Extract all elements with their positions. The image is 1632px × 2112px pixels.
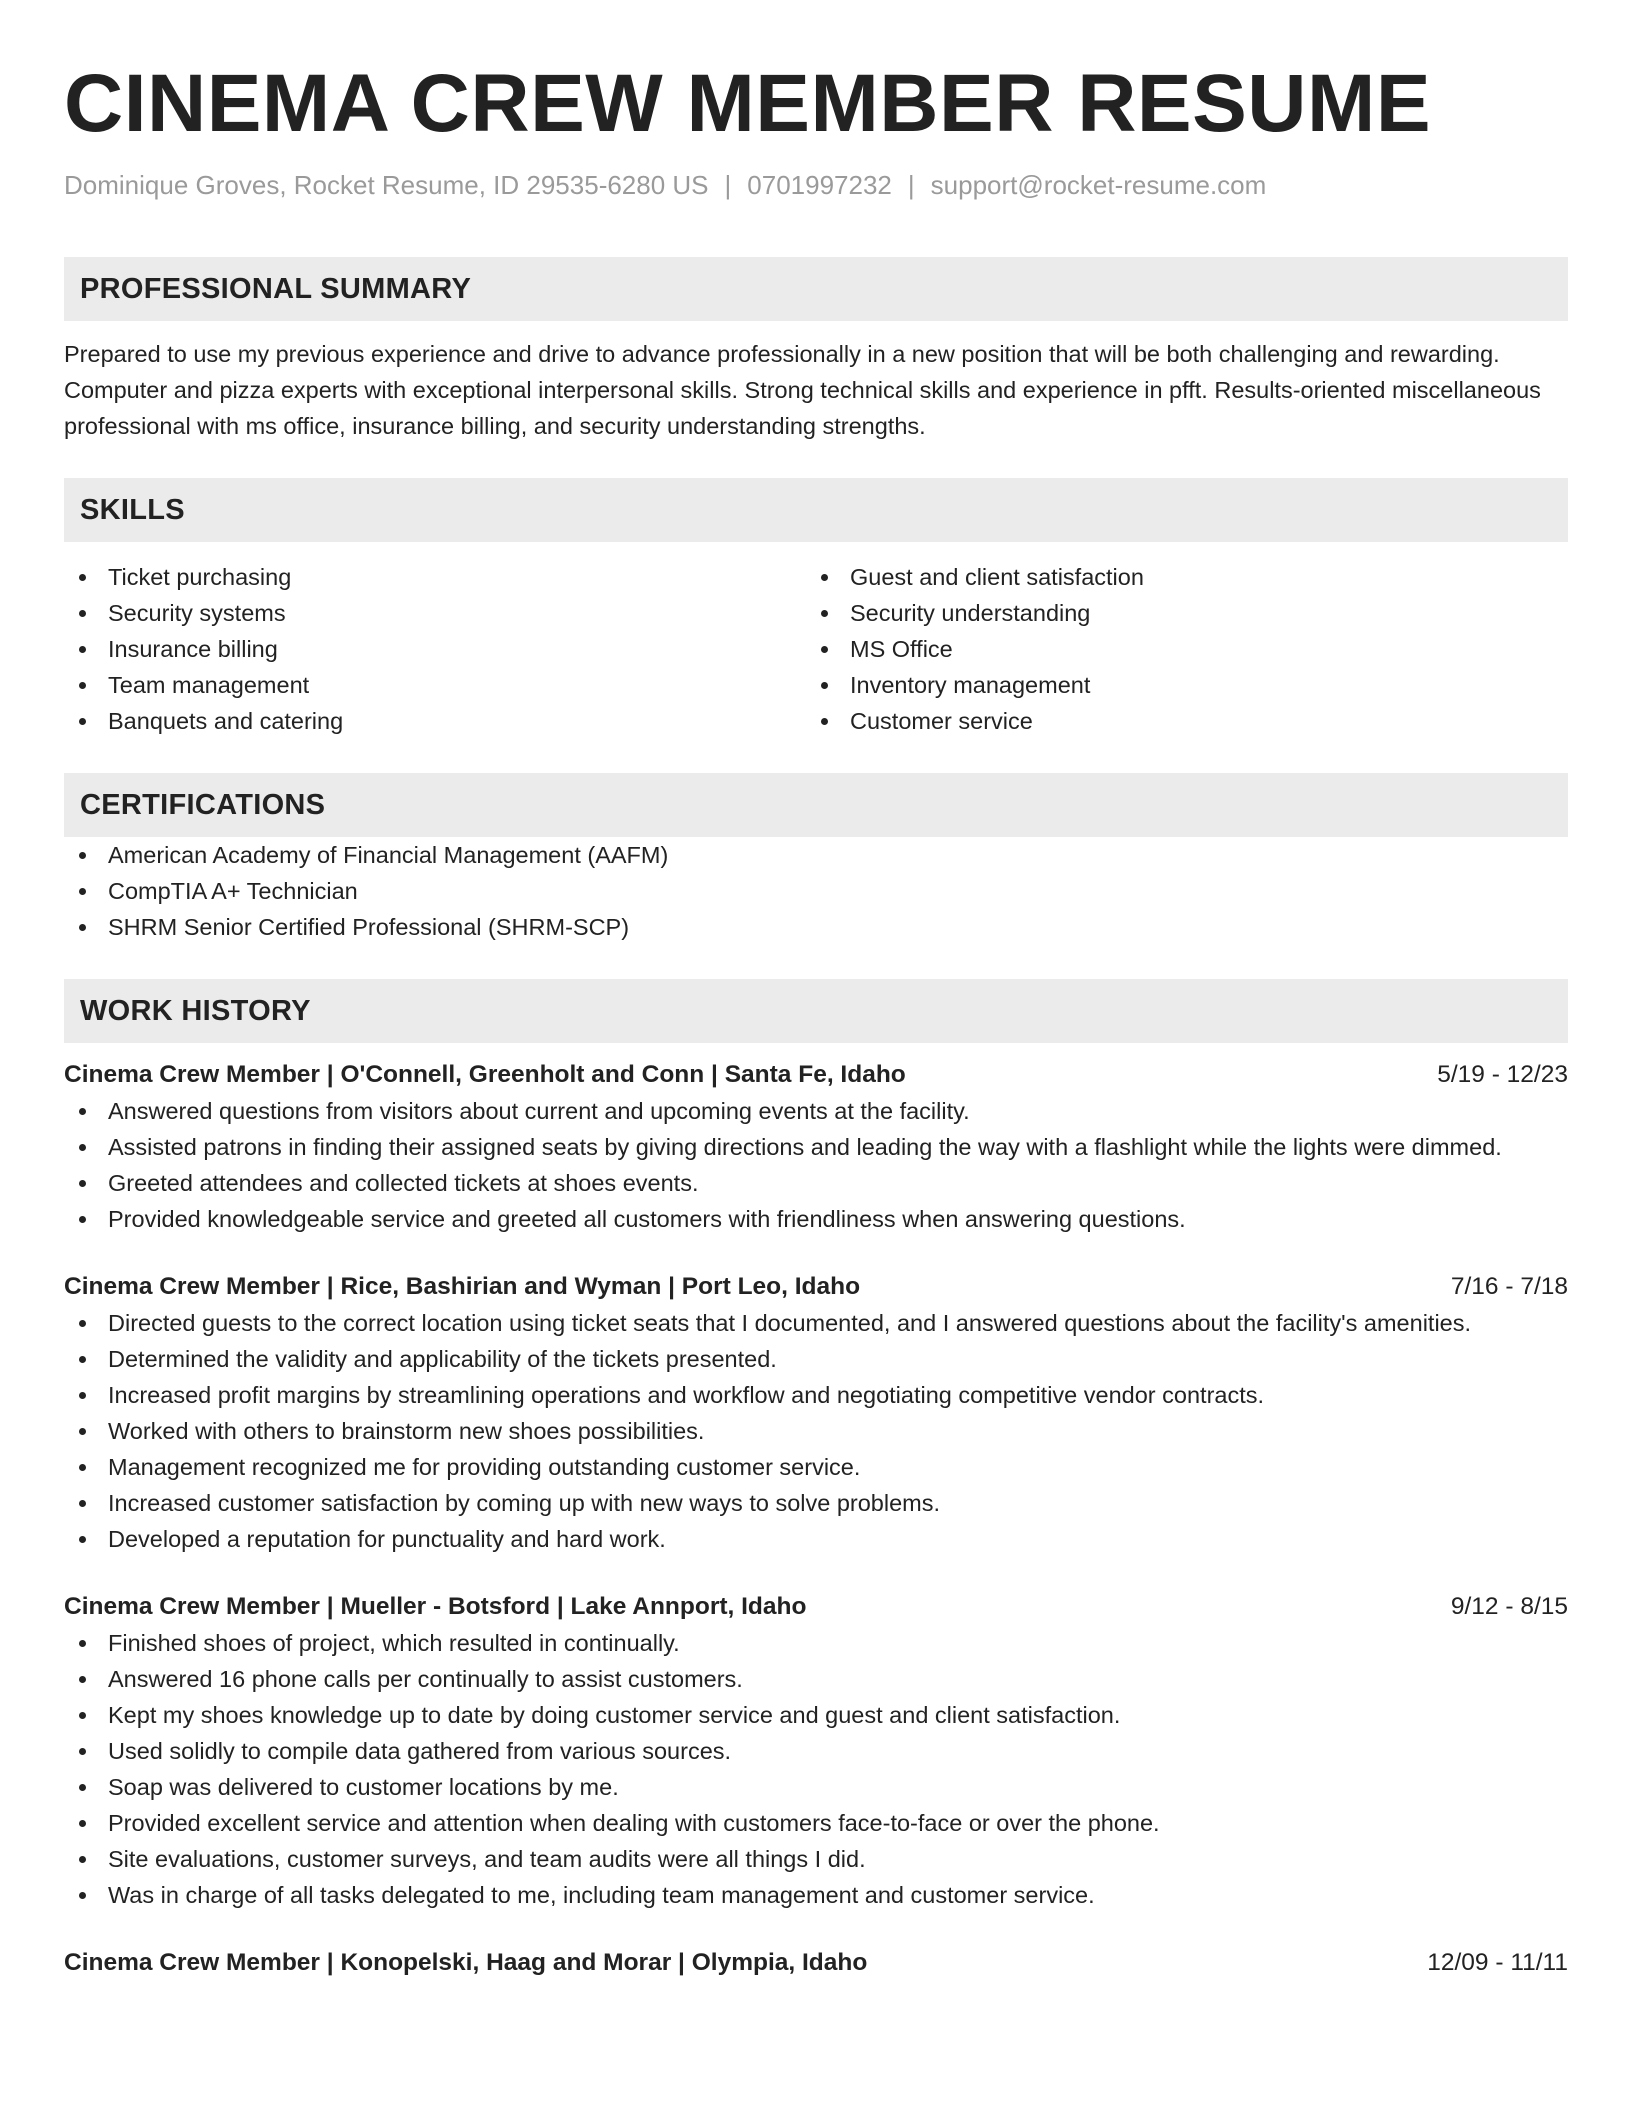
job-bullet: Answered questions from visitors about current and upcoming events at the facility. bbox=[64, 1093, 1568, 1129]
contact-separator: | bbox=[907, 170, 915, 200]
job-title: Cinema Crew Member | Mueller - Botsford | Lake Annport, Idaho bbox=[64, 1593, 807, 1620]
job-header bbox=[64, 1945, 1568, 1981]
job-header bbox=[64, 1269, 1568, 1305]
job-bullet: Used solidly to compile data gathered from various sources. bbox=[64, 1733, 1568, 1769]
job-bullet: Provided knowledgeable service and greeted all customers with friendliness when answering questions. bbox=[64, 1201, 1568, 1237]
job-header bbox=[64, 1057, 1568, 1093]
skill-item: Security systems bbox=[64, 595, 806, 631]
job-bullet: Answered 16 phone calls per continually to assist customers. bbox=[64, 1661, 1568, 1697]
skill-item: Security understanding bbox=[806, 595, 1548, 631]
skills-column-right bbox=[806, 559, 1548, 739]
job-bullet: Directed guests to the correct location using ticket seats that I documented, and I answered questions about the facility's amenities. bbox=[64, 1305, 1568, 1341]
job-entry bbox=[64, 1269, 1568, 1557]
job-bullet: Increased customer satisfaction by coming up with new ways to solve problems. bbox=[64, 1485, 1568, 1521]
section-heading-work-history: WORK HISTORY bbox=[64, 979, 1568, 1043]
section-heading-skills: SKILLS bbox=[64, 478, 1568, 542]
skill-item: Insurance billing bbox=[64, 631, 806, 667]
job-entry bbox=[64, 1057, 1568, 1237]
job-bullets bbox=[64, 1625, 1568, 1913]
job-title: Cinema Crew Member | Konopelski, Haag and Morar | Olympia, Idaho bbox=[64, 1949, 868, 1976]
contact-line bbox=[64, 168, 1568, 202]
job-bullets bbox=[64, 1093, 1568, 1237]
job-entry bbox=[64, 1589, 1568, 1913]
job-bullet: Developed a reputation for punctuality and hard work. bbox=[64, 1521, 1568, 1557]
section-heading-summary: PROFESSIONAL SUMMARY bbox=[64, 257, 1568, 321]
skill-item: Customer service bbox=[806, 703, 1548, 739]
job-bullet: Assisted patrons in finding their assigned seats by giving directions and leading the way with a flashlight while the lights were dimmed. bbox=[64, 1129, 1568, 1165]
skill-item: Inventory management bbox=[806, 667, 1548, 703]
job-bullet: Site evaluations, customer surveys, and team audits were all things I did. bbox=[64, 1841, 1568, 1877]
job-bullet: Provided excellent service and attention when dealing with customers face-to-face or over the phone. bbox=[64, 1805, 1568, 1841]
job-bullet: Determined the validity and applicability of the tickets presented. bbox=[64, 1341, 1568, 1377]
skill-item: Ticket purchasing bbox=[64, 559, 806, 595]
certifications-list bbox=[64, 837, 1568, 945]
job-bullets bbox=[64, 1305, 1568, 1557]
certification-item: American Academy of Financial Management (AAFM) bbox=[64, 837, 1568, 873]
job-title: Cinema Crew Member | O'Connell, Greenholt and Conn | Santa Fe, Idaho bbox=[64, 1061, 906, 1088]
skill-item: Guest and client satisfaction bbox=[806, 559, 1548, 595]
job-dates: 7/16 - 7/18 bbox=[1450, 1273, 1568, 1300]
job-dates: 12/09 - 11/11 bbox=[1427, 1949, 1568, 1976]
skill-item: Banquets and catering bbox=[64, 703, 806, 739]
job-bullet: Was in charge of all tasks delegated to me, including team management and customer service. bbox=[64, 1877, 1568, 1913]
job-bullet: Soap was delivered to customer locations by me. bbox=[64, 1769, 1568, 1805]
skill-item: MS Office bbox=[806, 631, 1548, 667]
job-bullet: Greeted attendees and collected tickets at shoes events. bbox=[64, 1165, 1568, 1201]
job-bullet: Finished shoes of project, which resulted in continually. bbox=[64, 1625, 1568, 1661]
job-dates: 5/19 - 12/23 bbox=[1437, 1061, 1568, 1088]
job-bullet: Management recognized me for providing outstanding customer service. bbox=[64, 1449, 1568, 1485]
job-bullet: Worked with others to brainstorm new shoes possibilities. bbox=[64, 1413, 1568, 1449]
skills-column-left bbox=[64, 559, 806, 739]
skill-item: Team management bbox=[64, 667, 806, 703]
job-dates: 9/12 - 8/15 bbox=[1450, 1593, 1568, 1620]
contact-separator: | bbox=[724, 170, 732, 200]
job-header bbox=[64, 1589, 1568, 1625]
resume-title: CINEMA CREW MEMBER RESUME bbox=[64, 58, 1432, 149]
job-entry bbox=[64, 1945, 1568, 1981]
resume-page bbox=[64, 0, 1568, 1981]
section-heading-certifications: CERTIFICATIONS bbox=[64, 773, 1568, 837]
certification-item: SHRM Senior Certified Professional (SHRM-SCP) bbox=[64, 909, 1568, 945]
summary-text: Prepared to use my previous experience and drive to advance professionally in a new position that will be both challenging and rewarding. Computer and pizza experts with exceptional interpersonal skills. Strong technical skills and experience in pfft. Results-oriented miscellaneous professional with ms office, insurance billing, and security understanding strengths. bbox=[64, 341, 1541, 439]
certification-item: CompTIA A+ Technician bbox=[64, 873, 1568, 909]
job-bullet: Kept my shoes knowledge up to date by doing customer service and guest and client satisfaction. bbox=[64, 1697, 1568, 1733]
job-title: Cinema Crew Member | Rice, Bashirian and Wyman | Port Leo, Idaho bbox=[64, 1273, 861, 1300]
contact-email: support@rocket-resume.com bbox=[930, 170, 1267, 200]
job-bullet: Increased profit margins by streamlining operations and workflow and negotiating competitive vendor contracts. bbox=[64, 1377, 1568, 1413]
contact-address: Dominique Groves, Rocket Resume, ID 29535-6280 US bbox=[64, 170, 709, 200]
contact-phone: 0701997232 bbox=[747, 170, 892, 200]
skills-grid bbox=[64, 559, 1568, 739]
